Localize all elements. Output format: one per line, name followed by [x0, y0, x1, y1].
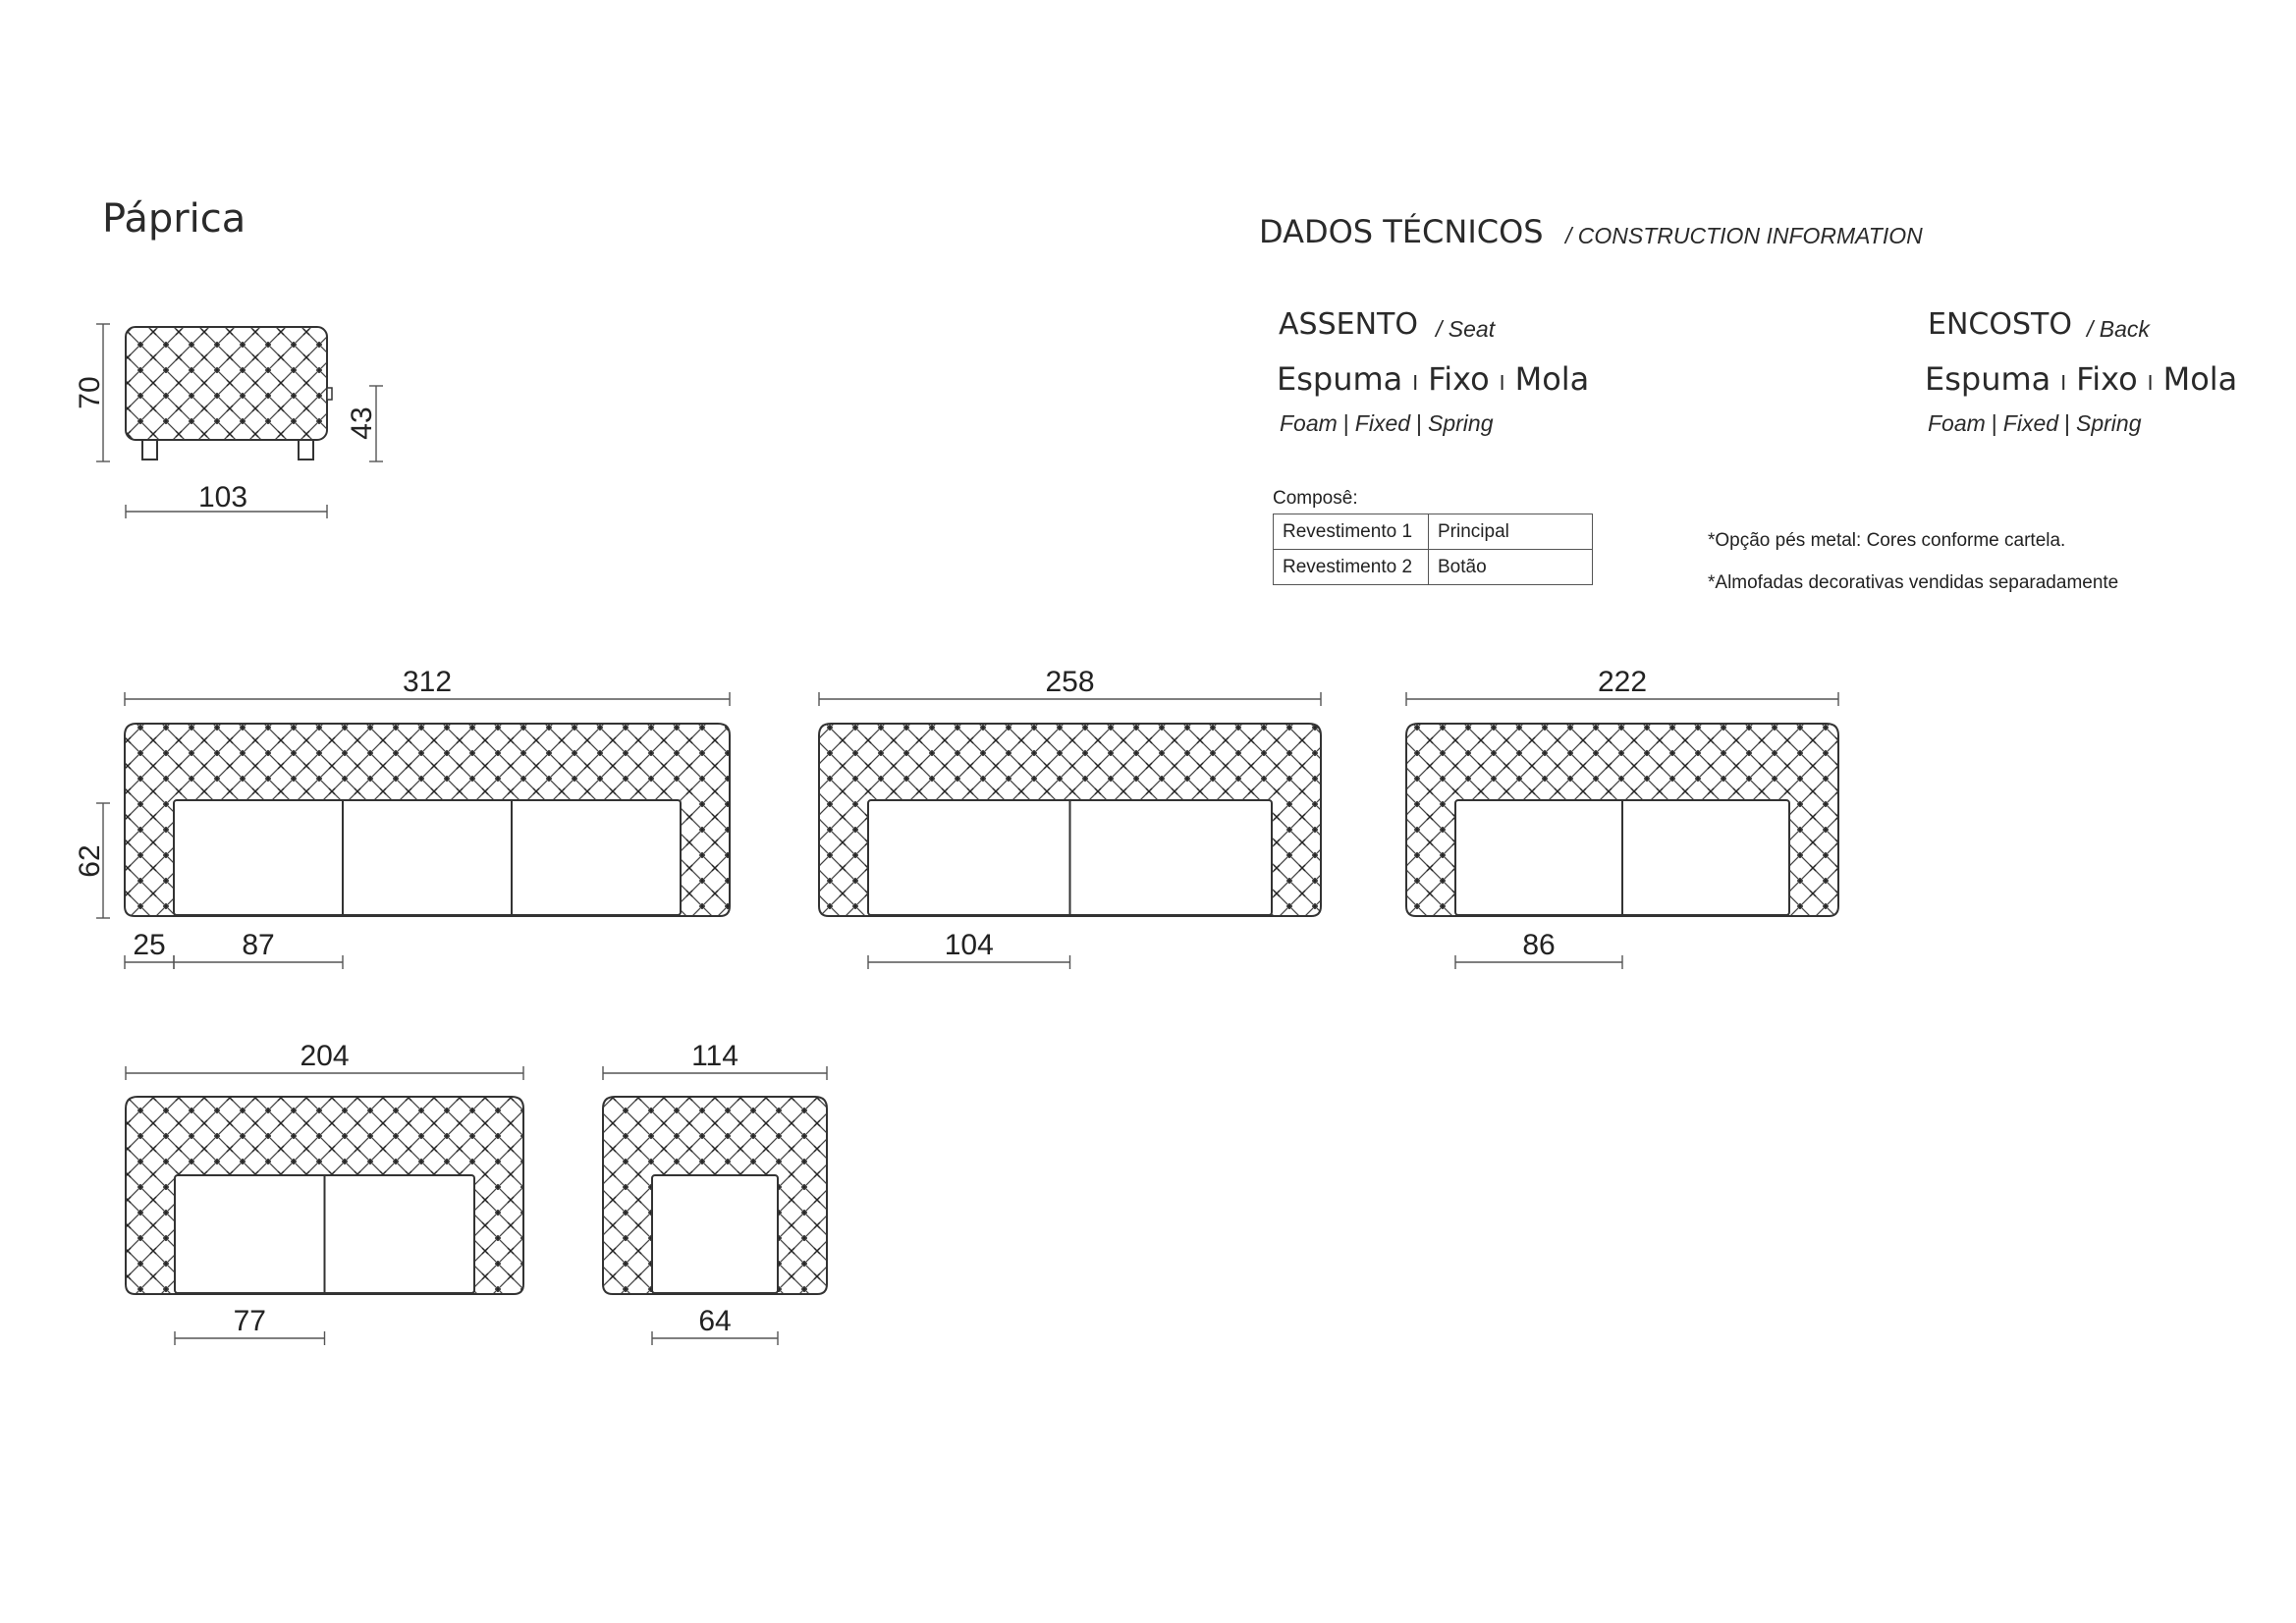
back-options: Espuma I Fixo I Mola: [1925, 360, 2238, 398]
sofa-plan: [74, 666, 730, 962]
seat-option-en: Foam: [1280, 410, 1338, 436]
composition-label: Composê:: [1273, 488, 1358, 509]
sofa-plan: [126, 1040, 523, 1338]
dimension-label: 103: [197, 481, 248, 514]
sofa-seat: [652, 1175, 778, 1293]
dimension-label: 104: [944, 929, 994, 961]
dimension-label: 43: [346, 406, 378, 440]
header-title: DADOS TÉCNICOS: [1259, 213, 1544, 250]
page-title: Páprica: [102, 196, 246, 242]
table-cell: Botão: [1429, 550, 1593, 585]
back-option: Espuma: [1925, 360, 2051, 398]
seat-option-en: Fixed: [1354, 410, 1411, 436]
sofa-plans: [74, 666, 1838, 1338]
seat-option-en: Spring: [1428, 410, 1494, 436]
seat-option: Espuma: [1277, 360, 1403, 398]
sofa-plan: [819, 666, 1321, 962]
dimension-label: 114: [691, 1040, 738, 1072]
back-option: Mola: [2162, 360, 2238, 398]
seat-options-en: Foam | Fixed | Spring: [1280, 410, 1494, 436]
table-cell: Revestimento 1: [1274, 514, 1429, 550]
dimension-label: 258: [1045, 666, 1095, 698]
back-option-en: Foam: [1928, 410, 1986, 436]
side-view-leg: [299, 440, 313, 460]
back-option: Fixo: [2076, 360, 2138, 398]
table-cell: Revestimento 2: [1274, 550, 1429, 585]
side-view-button: [327, 388, 332, 400]
dimension-label: 87: [242, 929, 275, 961]
dimension-label: 86: [1522, 929, 1556, 961]
side-view-leg: [142, 440, 157, 460]
back-options-en: Foam | Fixed | Spring: [1928, 410, 2142, 436]
side-view: [74, 324, 378, 514]
back-title: ENCOSTO: [1928, 307, 2072, 342]
seat-option: Mola: [1514, 360, 1590, 398]
dimension-label: 25: [133, 929, 166, 961]
dimension-label: 204: [300, 1040, 350, 1072]
note-metal-feet: *Opção pés metal: Cores conforme cartela.: [1708, 530, 2066, 551]
header-subtitle: / CONSTRUCTION INFORMATION: [1565, 223, 1923, 248]
dimension-label: 62: [74, 844, 106, 878]
back-option-en: Spring: [2076, 410, 2142, 436]
seat-option: Fixo: [1428, 360, 1490, 398]
back-subtitle: / Back: [2087, 316, 2150, 342]
dimension-label: 312: [402, 666, 453, 698]
seat-subtitle: / Seat: [1436, 316, 1496, 342]
sofa-seat: [174, 800, 681, 915]
dimension-label: 77: [233, 1305, 266, 1337]
seat-title: ASSENTO: [1279, 307, 1418, 342]
sofa-plan: [1406, 666, 1838, 962]
back-option-en: Fixed: [2002, 410, 2059, 436]
dimension-label: 70: [74, 376, 106, 409]
sofa-plan: [603, 1040, 827, 1338]
table-cell: Principal: [1429, 514, 1593, 550]
note-cushions: *Almofadas decorativas vendidas separadamente: [1708, 572, 2119, 593]
dimension-label: 222: [1597, 666, 1648, 698]
dimension-label: 64: [698, 1305, 732, 1337]
side-view-body: [126, 327, 327, 440]
seat-options: Espuma I Fixo I Mola: [1277, 360, 1590, 398]
